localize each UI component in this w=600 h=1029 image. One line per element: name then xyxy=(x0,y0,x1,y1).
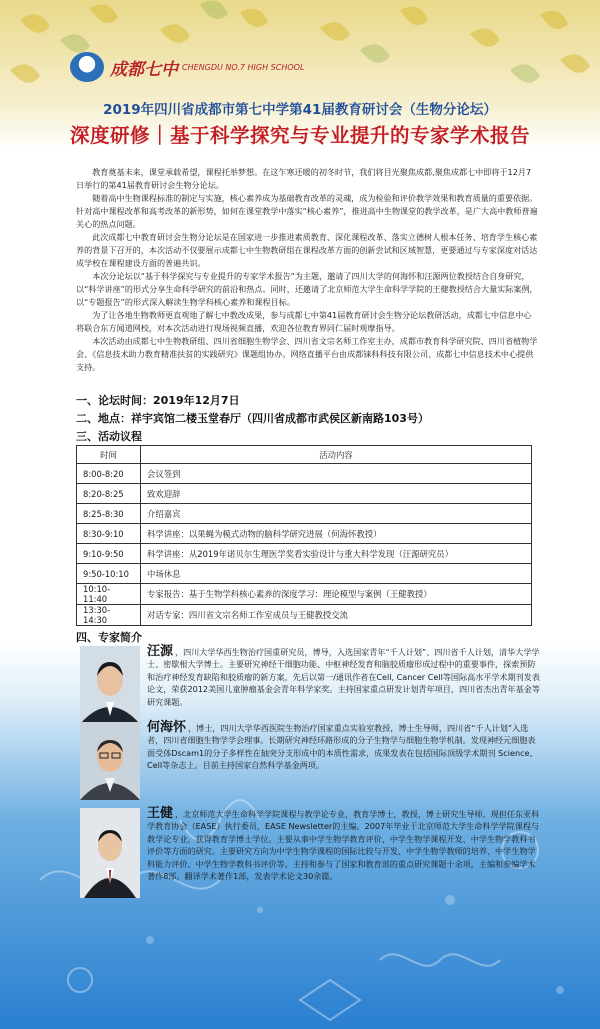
expert-description: ，四川大学华西生物治疗国重研究员，博导，入选国家青年“千人计划”、四川省千人计划，清华大学学士、密歇根大学博士。主要研究神经干细胞功能、中枢神经发育和脑胶质瘤形成过程中的重要事件，探索预防和治疗神经发育缺陷和胶质瘤的新方案，先后以第一/通讯作者在Cell, Cancer Cell等国际高水平学术期刊发表论文，荣获2012美国儿童肿瘤基金会青年科学家奖。主持国家重点研发计划青年项目，四川省杰出青年基金等研究课题。 xyxy=(147,647,540,707)
agenda-time: 10:10-11:40 xyxy=(77,584,141,605)
agenda-time: 9:50-10:10 xyxy=(77,564,141,584)
agenda-time: 8:30-9:10 xyxy=(77,524,141,544)
expert-name: 何海怀 xyxy=(147,720,187,735)
agenda-content: 科学讲座：以果蝇为模式动物的脑科学研究进展（何海怀教授） xyxy=(141,524,532,544)
expert-name: 汪源 xyxy=(147,644,174,659)
table-row xyxy=(77,484,532,504)
intro-paragraph: 为了让各地生物教师更直观地了解七中教改成果，参与成都七中第41届教育研讨会生物分论坛教研活动，成都七中信息中心将联合东方闻道网校，对本次活动进行现场视频直播，欢迎各位教育界同仁届时观摩指导。 xyxy=(76,310,532,333)
school-logo xyxy=(70,50,304,84)
poster-title: 深度研修｜基于科学探究与专业提升的专家学术报告 xyxy=(69,124,530,147)
agenda-content: 会议签到 xyxy=(141,464,532,484)
intro-text xyxy=(76,166,538,374)
intro-paragraph: 本次活动由成都七中生物教研组、四川省细胞生物学会、四川省文宗名师工作室主办，成都市教育科学研究院、四川省植物学会、《信息技术助力教育精准扶贫的实践研究》课题组协办。网络直播平台由成都铼科科技有限公司、成都七中信息技术中心提供支持。 xyxy=(76,336,538,372)
agenda-content: 专家报告：基于生物学科核心素养的深度学习：理论模型与案例（王健教授） xyxy=(141,584,532,605)
agenda-content: 介绍嘉宾 xyxy=(141,504,532,524)
table-row xyxy=(77,504,532,524)
agenda-heading: 三、活动议程 xyxy=(76,430,142,443)
agenda-header-content: 活动内容 xyxy=(141,446,532,464)
expert-bio xyxy=(147,808,540,882)
agenda-header-time: 时间 xyxy=(77,446,141,464)
agenda-content: 对话专家：四川省文宗名师工作室成员与王健教授交流 xyxy=(141,605,532,626)
logo-text: 成都七中 xyxy=(110,59,178,80)
table-row xyxy=(77,564,532,584)
agenda-time: 8:25-8:30 xyxy=(77,504,141,524)
agenda-time: 9:10-9:50 xyxy=(77,544,141,564)
expert-photo xyxy=(80,646,140,724)
intro-paragraph: 随着高中生物课程标准的制定与实施，核心素养成为基础教育改革的灵魂，成为检验和评价教学效果和教育质量的重要依据。针对高中课程改革和高考改革的新形势，如何在课堂教学中落实“核心素养”，推进高中生物课堂的教学改革，是广大高中教师普遍关心的热点问题。 xyxy=(76,193,538,229)
agenda-time: 8:00-8:20 xyxy=(77,464,141,484)
agenda-header-row xyxy=(77,446,532,464)
expert-photo xyxy=(80,722,140,800)
school-emblem-icon xyxy=(70,52,104,82)
expert-photo xyxy=(80,808,140,898)
agenda-time: 13:30-14:30 xyxy=(77,605,141,626)
table-row xyxy=(77,544,532,564)
poster-subtitle: 2019年四川省成都市第七中学第41届教育研讨会（生物分论坛） xyxy=(103,102,497,118)
table-row xyxy=(77,584,532,605)
logo-subtext: CHENGDU NO.7 HIGH SCHOOL xyxy=(182,62,305,72)
table-row xyxy=(77,524,532,544)
experts-heading: 四、专家简介 xyxy=(76,631,142,644)
expert-description: ，北京师范大学生命科学学院课程与教学论专业，教育学博士，教授，博士研究生导师，现担任东亚科学教育协会（EASE）执行委员，EASE Newsletter的主编。2007年毕业于北京师范大学生命科学学院课程与教学论专业，获得教育学博士学位。主要从事中学生物学教育评价、中学生物学课程开发、中学生物学教科书评价等方面的研究。主要研究方向为中学生物学课程的国际比较与开发、中学生物学教师的培养、中学生物学科能力评价、中学生物学教科书评价等。主持和参与了国家和教育部的重点研究课题十余项，主编和参编学术著作8部，翻译学术著作1部，发表学术论文30余篇。 xyxy=(147,809,540,882)
expert-name: 王健 xyxy=(147,806,174,821)
agenda-content: 中场休息 xyxy=(141,564,532,584)
agenda-content: 科学讲座：从2019年诺贝尔生理医学奖看实验设计与重大科学发现（汪源研究员） xyxy=(141,544,532,564)
forum-time: 一、论坛时间：2019年12月7日 xyxy=(76,394,240,407)
agenda-time: 8:20-8:25 xyxy=(77,484,141,504)
table-row xyxy=(77,605,532,626)
expert-description: ，博士，四川大学华西医院生物治疗国家重点实验室教授，博士生导师，四川省“千人计划”入选者，四川省细胞生物学学会理事。长期研究神经环路形成的分子生物学与细胞生物学机制。发现神经元细胞表面受体Dscam1的分子多样性在轴突分支形成中的本质性需求，成果发表在包括国际顶级学术期刊 Science、Cell等杂志上。目前主持国家自然科学基金两项。 xyxy=(147,723,538,771)
forum-location: 二、地点：祥宇宾馆二楼玉堂春厅（四川省成都市武侯区新南路103号） xyxy=(76,412,429,425)
expert-card xyxy=(80,808,540,903)
agenda-table xyxy=(76,445,532,626)
expert-bio xyxy=(147,646,540,708)
expert-bio xyxy=(147,722,540,772)
table-row xyxy=(77,464,532,484)
expert-card xyxy=(80,646,540,726)
intro-paragraph: 本次分论坛以“基于科学探究与专业提升的专家学术报告”为主题，邀请了四川大学的何海怀和汪源两位教授结合自身研究，以“科学讲座”的形式分享生命科学研究的前沿和热点。同时，还邀请了北京师范大学生命科学学院的王健教授结合大量实际案例，以“专题报告”的形式深入解读生物学科核心素养和课程目标。 xyxy=(76,271,538,307)
expert-card xyxy=(80,722,540,802)
intro-paragraph: 此次成都七中教育研讨会生物分论坛是在国家进一步推进素质教育、深化课程改革、落实立德树人根本任务、培育学生核心素养的背景下召开的，本次活动不仅要展示成都七中生物教研组在课程改革方面的创新尝试和区域智慧，更要通过与专家深度对话达成学校在课程建设方面的普遍共识。 xyxy=(76,232,538,268)
intro-paragraph: 教育奠基未来，课堂承载希望，课程托举梦想。在这乍寒还暖的初冬时节，我们将目光聚焦成都,聚焦成都七中即将于12月7日举行的第41届教育研讨会生物分论坛。 xyxy=(76,167,532,190)
agenda-content: 致欢迎辞 xyxy=(141,484,532,504)
